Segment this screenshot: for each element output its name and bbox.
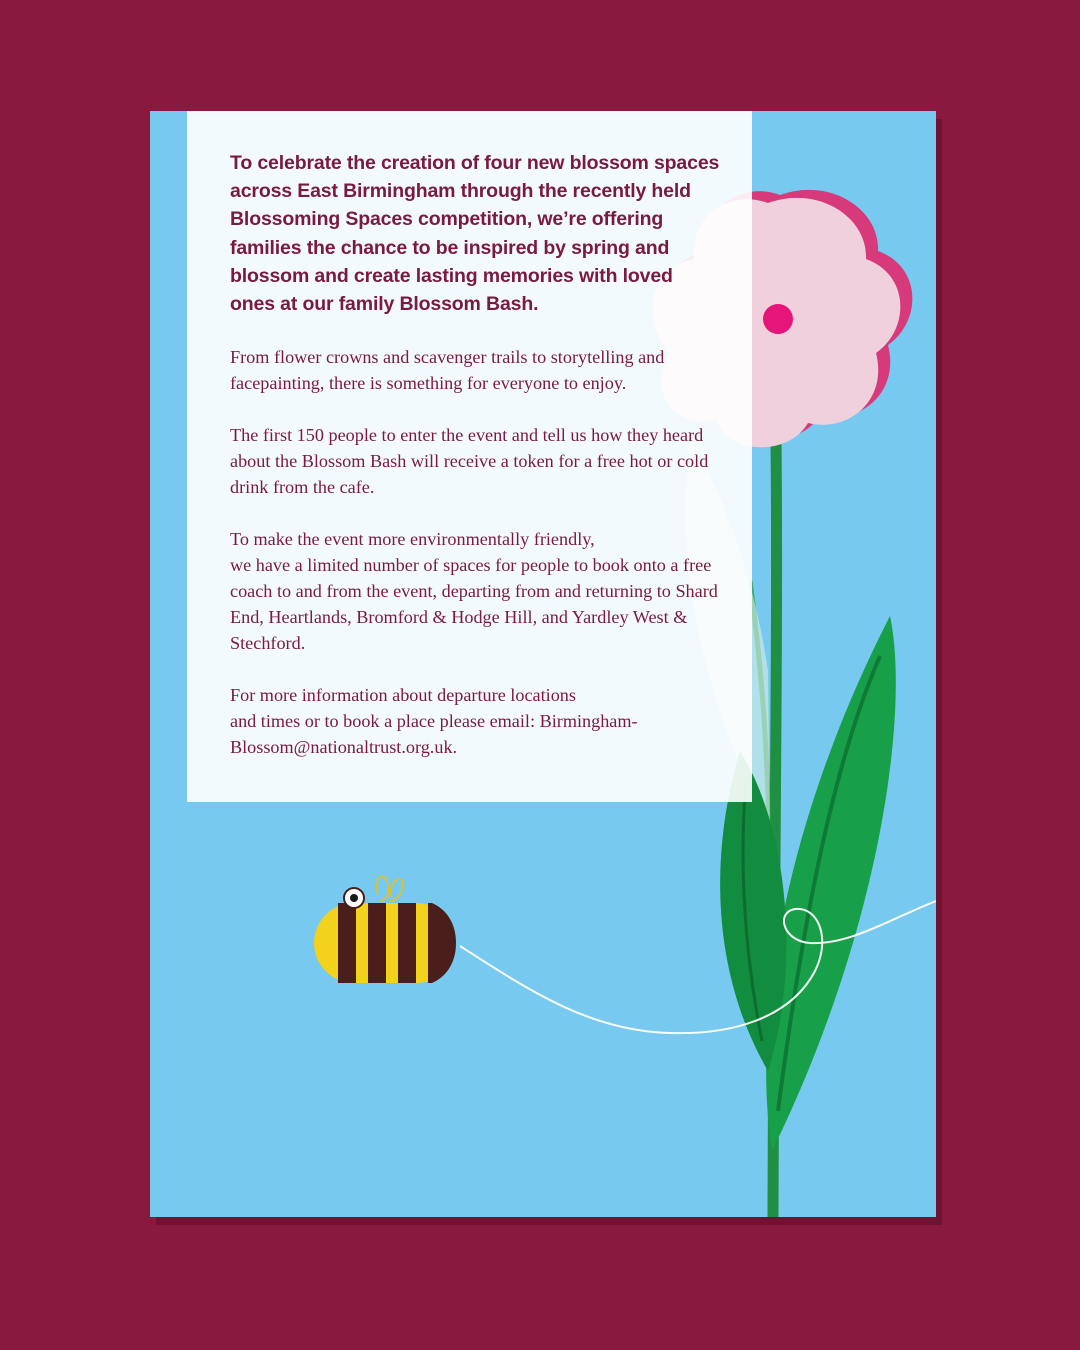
flower-center: [763, 304, 793, 334]
bee-stripe-4: [428, 903, 456, 983]
bee-stripe-1: [338, 903, 356, 983]
bee-stripe-2: [368, 903, 386, 983]
lead-paragraph: To celebrate the creation of four new blossom spaces across East Birmingham through the recently held Blossoming Spaces competition, we’re offering families the chance to be inspired by spring and blossom and create lasting memories with loved ones at our family Blossom Bash.: [230, 152, 720, 316]
activities-paragraph: From flower crowns and scavenger trails to storytelling and facepainting, there is something for everyone to enjoy.: [230, 347, 665, 394]
coach-paragraph: To make the event more environmentally friendly, we have a limited number of spaces for people to book onto a free coach to and from the event, departing from and returning to Shard End, Heartlands, Bromford & Hodge Hill, and Yardley West & Stechford.: [230, 529, 718, 654]
bee-stripe-3: [398, 903, 416, 983]
bee-illustration: [314, 876, 456, 983]
bee-pupil: [350, 894, 358, 902]
leaf-right: [766, 616, 896, 1151]
drink-token-paragraph: The first 150 people to enter the event and tell us how they heard about the Blossom Bash will receive a token for a free hot or cold drink from the cafe.: [230, 425, 709, 498]
bee-antenna-left: [377, 876, 389, 901]
info-panel: [187, 111, 752, 802]
bee-trail: [460, 901, 936, 1033]
contact-paragraph: For more information about departure locations and times or to book a place please email: Birmingham-Blossom@nationaltrust.org.uk.: [230, 685, 638, 758]
event-poster: [150, 111, 936, 1217]
bee-antenna-right: [390, 879, 403, 901]
